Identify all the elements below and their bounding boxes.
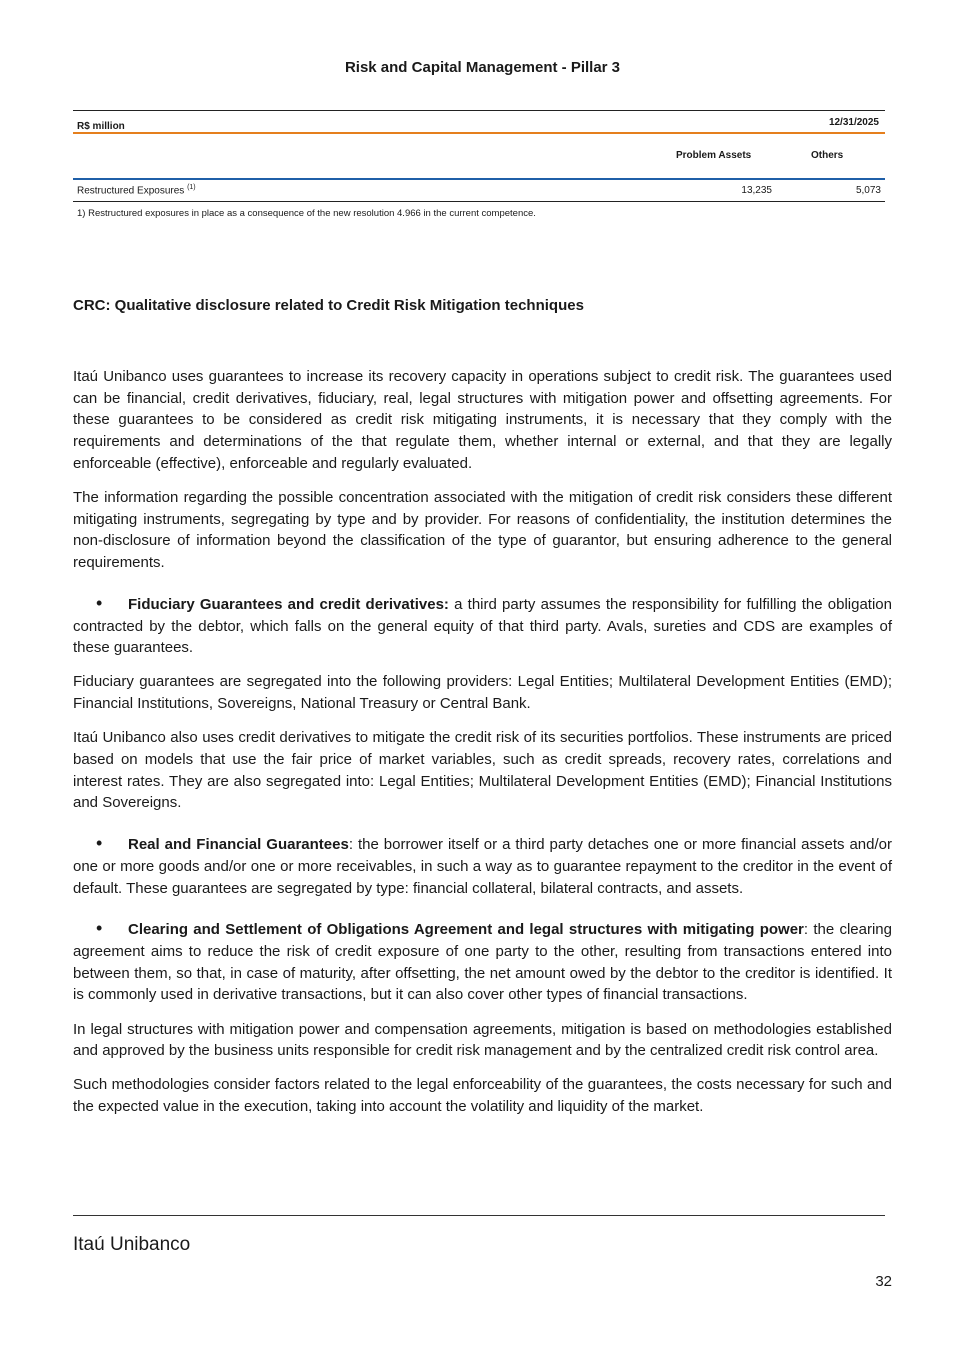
paragraph-4: Itaú Unibanco also uses credit derivatives to mitigate the credit risk of its securities portfolios. These instruments are priced based on models that use the fair price of market variables, such as credit spreads, recovery rates, correlations and interest rates. They are also segregated into: Legal Entities; Multilateral Development Entities (EMD); Financial Institutions and Sovereigns. bbox=[73, 729, 892, 812]
table-bottom-rule bbox=[73, 201, 885, 202]
footer-organization: Itaú Unibanco bbox=[73, 1234, 191, 1255]
column-header-others: Others bbox=[811, 150, 844, 161]
cell-others: 5,073 bbox=[855, 185, 881, 196]
table-body-rule bbox=[73, 178, 885, 180]
paragraph-3: Fiduciary guarantees are segregated into the following providers: Legal Entities; Multilateral Development Entities (EMD); Financial Institutions, Sovereigns, National Treasury or Central Bank. bbox=[73, 673, 892, 713]
table-header-rule bbox=[73, 132, 885, 134]
bullet-real-financial-guarantees bbox=[73, 833, 892, 899]
row-label-text: Restructured Exposures bbox=[77, 185, 185, 197]
cell-problem-assets: 13,235 bbox=[741, 185, 772, 196]
bullet-1-title: Fiduciary Guarantees and credit derivatives: bbox=[128, 595, 449, 613]
column-header-problem-assets: Problem Assets bbox=[676, 150, 752, 161]
paragraph-1: Itaú Unibanco uses guarantees to increase its recovery capacity in operations subject to credit risk. The guarantees used can be financial, credit derivatives, fiduciary, real, legal structures with mitigation power and offsetting agreements. For these guarantees to be considered as credit risk mitigating instruments, it is necessary that they comply with the requirements and determinations of the that regulate them, whether internal or external, and that they are legally enforceable (effective), enforceable and regularly evaluated. bbox=[73, 368, 892, 472]
bullet-2-text: : the borrower itself or a third party detaches one or more financial assets and/or one or more goods and/or one or more receivables, in such a way as to guarantee repayment to the creditor in the event of default. These guarantees are segregated by type: financial collateral, bilateral contracts, and assets. bbox=[73, 836, 892, 897]
bullet-3-text: : the clearing agreement aims to reduce the risk of credit exposure of one party to the other, resulting from transactions entered into between them, so that, in case of maturity, after offsetting, the net amount owed by the debtor to the creditor is identified. It is commonly used in derivative transactions, but it can also cover other types of financial transactions. bbox=[73, 921, 892, 1004]
bullet-dot-icon: • bbox=[96, 592, 103, 613]
row-footnote-marker: (1) bbox=[187, 184, 196, 191]
page-header-title: Risk and Capital Management - Pillar 3 bbox=[344, 59, 621, 76]
footer-divider bbox=[73, 1215, 885, 1216]
bullet-1-text: a third party assumes the responsibility for fulfilling the obligation contracted by the debtor, which falls on the general equity of that third party. Avals, sureties and CDS are examples of these guarantees. bbox=[73, 595, 892, 657]
table-top-rule bbox=[73, 110, 885, 111]
paragraph-6: Such methodologies consider factors related to the legal enforceability of the guarantees, the costs necessary for such and the expected value in the execution, taking into account the volatility and liquidity of the market. bbox=[73, 1076, 892, 1116]
section-body bbox=[73, 366, 892, 1130]
page-number: 32 bbox=[875, 1273, 892, 1290]
table-unit-label: R$ million bbox=[77, 121, 125, 132]
paragraph-5: In legal structures with mitigation power and compensation agreements, mitigation is based on methodologies established and approved by the business units responsible for credit risk management and by the centralized credit risk control area. bbox=[73, 1020, 892, 1060]
bullet-clearing-settlement bbox=[73, 918, 892, 1006]
paragraph-2: The information regarding the possible concentration associated with the mitigation of credit risk considers these different mitigating instruments, segregating by type and by provider. For reasons of confidentiality, the institution determines the non-disclosure of information beyond the classification of the type of guarantor, but ensuring adherence to the general requirements. bbox=[73, 489, 892, 572]
bullet-fiduciary-guarantees bbox=[73, 593, 892, 659]
bullet-dot-icon: • bbox=[96, 918, 103, 939]
table-footnote: 1) Restructured exposures in place as a consequence of the new resolution 4.966 in the current competence. bbox=[77, 208, 536, 219]
table-row-label bbox=[77, 184, 196, 196]
bullet-dot-icon: • bbox=[96, 833, 103, 854]
table-date-header: 12/31/2025 bbox=[828, 117, 879, 128]
section-title: CRC: Qualitative disclosure related to Credit Risk Mitigation techniques bbox=[73, 297, 584, 314]
bullet-3-title: Clearing and Settlement of Obligations Agreement and legal structures with mitigating power bbox=[128, 921, 804, 939]
bullet-2-title: Real and Financial Guarantees bbox=[128, 836, 349, 854]
